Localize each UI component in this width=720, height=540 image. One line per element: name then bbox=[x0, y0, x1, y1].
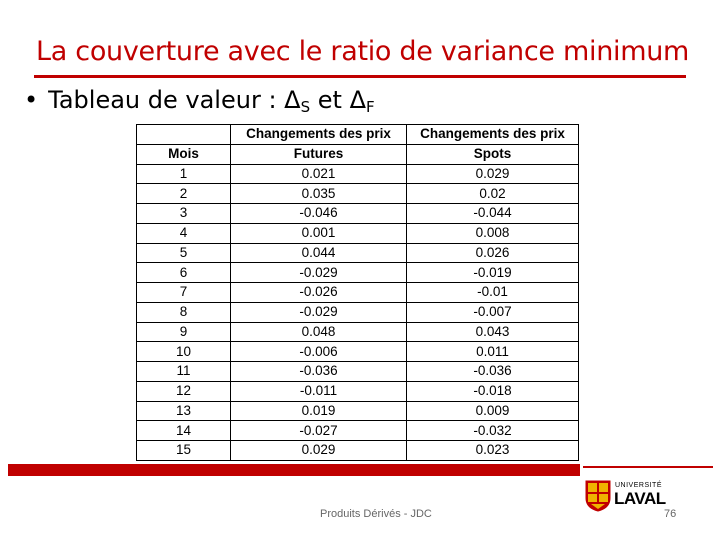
header-cell bbox=[137, 125, 231, 145]
spots-cell: 0.009 bbox=[407, 401, 579, 421]
futures-cell: 0.029 bbox=[231, 441, 407, 461]
table-row bbox=[137, 243, 579, 263]
table-header bbox=[137, 125, 579, 165]
month-cell: 2 bbox=[137, 184, 231, 204]
futures-cell: -0.027 bbox=[231, 421, 407, 441]
month-cell: 1 bbox=[137, 164, 231, 184]
spots-cell: 0.026 bbox=[407, 243, 579, 263]
footer-text: Produits Dérivés - JDC bbox=[320, 508, 432, 520]
shield-icon bbox=[585, 480, 611, 512]
header-cell: Changements des prix bbox=[231, 125, 407, 145]
futures-cell: 0.021 bbox=[231, 164, 407, 184]
header-cell: Mois bbox=[137, 144, 231, 164]
slide-title: La couverture avec le ratio de variance minimum bbox=[36, 36, 690, 67]
table-row bbox=[137, 381, 579, 401]
spots-cell: 0.02 bbox=[407, 184, 579, 204]
spots-cell: -0.032 bbox=[407, 421, 579, 441]
month-cell: 8 bbox=[137, 302, 231, 322]
header-cell: Futures bbox=[231, 144, 407, 164]
logo-big-text: LAVAL bbox=[614, 489, 666, 508]
table-row bbox=[137, 322, 579, 342]
university-logo bbox=[585, 480, 665, 514]
spots-cell: -0.018 bbox=[407, 381, 579, 401]
futures-cell: -0.026 bbox=[231, 283, 407, 303]
spots-cell: -0.044 bbox=[407, 204, 579, 224]
page-number: 76 bbox=[664, 508, 677, 520]
subscript-f: F bbox=[365, 98, 375, 116]
futures-cell: 0.044 bbox=[231, 243, 407, 263]
month-cell: 7 bbox=[137, 283, 231, 303]
table-row bbox=[137, 283, 579, 303]
data-table bbox=[136, 124, 579, 461]
delta-symbol-s: Δ bbox=[284, 86, 301, 114]
table-row bbox=[137, 441, 579, 461]
table-row bbox=[137, 164, 579, 184]
bullet-connector: et bbox=[310, 86, 350, 114]
month-cell: 15 bbox=[137, 441, 231, 461]
table-row bbox=[137, 204, 579, 224]
logo-small-text: UNIVERSITÉ bbox=[615, 482, 663, 489]
table-row bbox=[137, 342, 579, 362]
month-cell: 14 bbox=[137, 421, 231, 441]
table-row bbox=[137, 184, 579, 204]
month-cell: 6 bbox=[137, 263, 231, 283]
futures-cell: 0.001 bbox=[231, 223, 407, 243]
month-cell: 13 bbox=[137, 401, 231, 421]
futures-cell: 0.035 bbox=[231, 184, 407, 204]
futures-cell: 0.048 bbox=[231, 322, 407, 342]
month-cell: 5 bbox=[137, 243, 231, 263]
spots-cell: 0.008 bbox=[407, 223, 579, 243]
futures-cell: -0.006 bbox=[231, 342, 407, 362]
title-underline bbox=[34, 75, 686, 78]
subscript-s: S bbox=[300, 98, 311, 116]
table-body bbox=[137, 164, 579, 460]
futures-cell: -0.036 bbox=[231, 362, 407, 382]
futures-cell: -0.046 bbox=[231, 204, 407, 224]
spots-cell: 0.011 bbox=[407, 342, 579, 362]
delta-symbol-f: Δ bbox=[349, 86, 366, 114]
month-cell: 9 bbox=[137, 322, 231, 342]
table-row bbox=[137, 362, 579, 382]
bullet-item bbox=[24, 86, 375, 116]
futures-cell: -0.011 bbox=[231, 381, 407, 401]
spots-cell: 0.023 bbox=[407, 441, 579, 461]
spots-cell: 0.043 bbox=[407, 322, 579, 342]
table-row bbox=[137, 421, 579, 441]
table-row bbox=[137, 401, 579, 421]
header-cell: Changements des prix bbox=[407, 125, 579, 145]
footer-bar bbox=[8, 464, 580, 476]
month-cell: 12 bbox=[137, 381, 231, 401]
header-cell: Spots bbox=[407, 144, 579, 164]
table-row bbox=[137, 302, 579, 322]
futures-cell: -0.029 bbox=[231, 263, 407, 283]
header-row bbox=[137, 144, 579, 164]
header-row bbox=[137, 125, 579, 145]
month-cell: 3 bbox=[137, 204, 231, 224]
futures-cell: -0.029 bbox=[231, 302, 407, 322]
footer-line bbox=[583, 466, 713, 468]
month-cell: 11 bbox=[137, 362, 231, 382]
month-cell: 4 bbox=[137, 223, 231, 243]
spots-cell: -0.019 bbox=[407, 263, 579, 283]
month-cell: 10 bbox=[137, 342, 231, 362]
spots-cell: -0.01 bbox=[407, 283, 579, 303]
spots-cell: 0.029 bbox=[407, 164, 579, 184]
futures-cell: 0.019 bbox=[231, 401, 407, 421]
table-row bbox=[137, 263, 579, 283]
spots-cell: -0.007 bbox=[407, 302, 579, 322]
table-row bbox=[137, 223, 579, 243]
bullet-dot: • bbox=[24, 86, 39, 114]
bullet-text: Tableau de valeur : bbox=[48, 86, 285, 114]
spots-cell: -0.036 bbox=[407, 362, 579, 382]
